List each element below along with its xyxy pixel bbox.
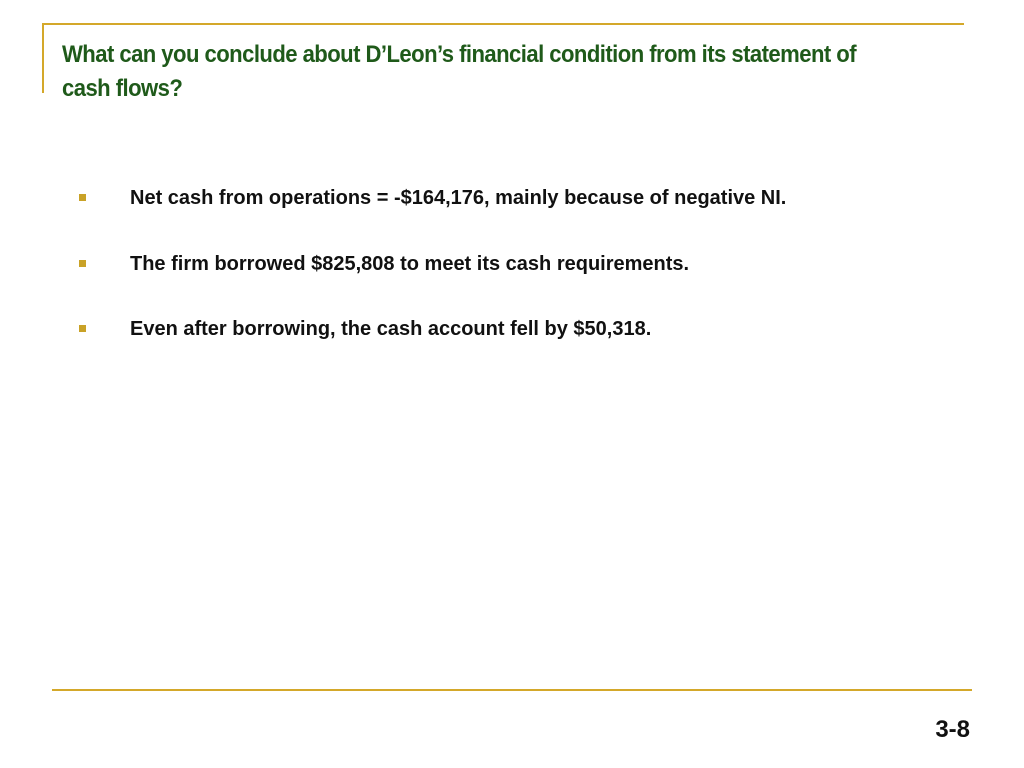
square-bullet-icon: [79, 194, 86, 201]
bullet-text: The firm borrowed $825,808 to meet its cash requirements.: [130, 253, 690, 275]
bullet-item: [0, 183, 1000, 213]
bullet-text: Even after borrowing, the cash account fell by $50,318.: [130, 318, 652, 340]
slide-number: 3-8: [935, 716, 970, 743]
square-bullet-icon: [79, 260, 86, 267]
square-bullet-icon: [79, 325, 86, 332]
frame-top-rule: [42, 23, 964, 25]
bullet-text: Net cash from operations = -$164,176, mainly because of negative NI.: [130, 187, 787, 209]
bullet-item: [0, 314, 1000, 344]
slide-title: What can you conclude about D’Leon’s financial condition from its statement of cash flows?: [62, 41, 857, 102]
bullet-item: [0, 249, 1000, 279]
footer-rule: [52, 689, 972, 691]
frame-left-rule: [42, 23, 44, 93]
